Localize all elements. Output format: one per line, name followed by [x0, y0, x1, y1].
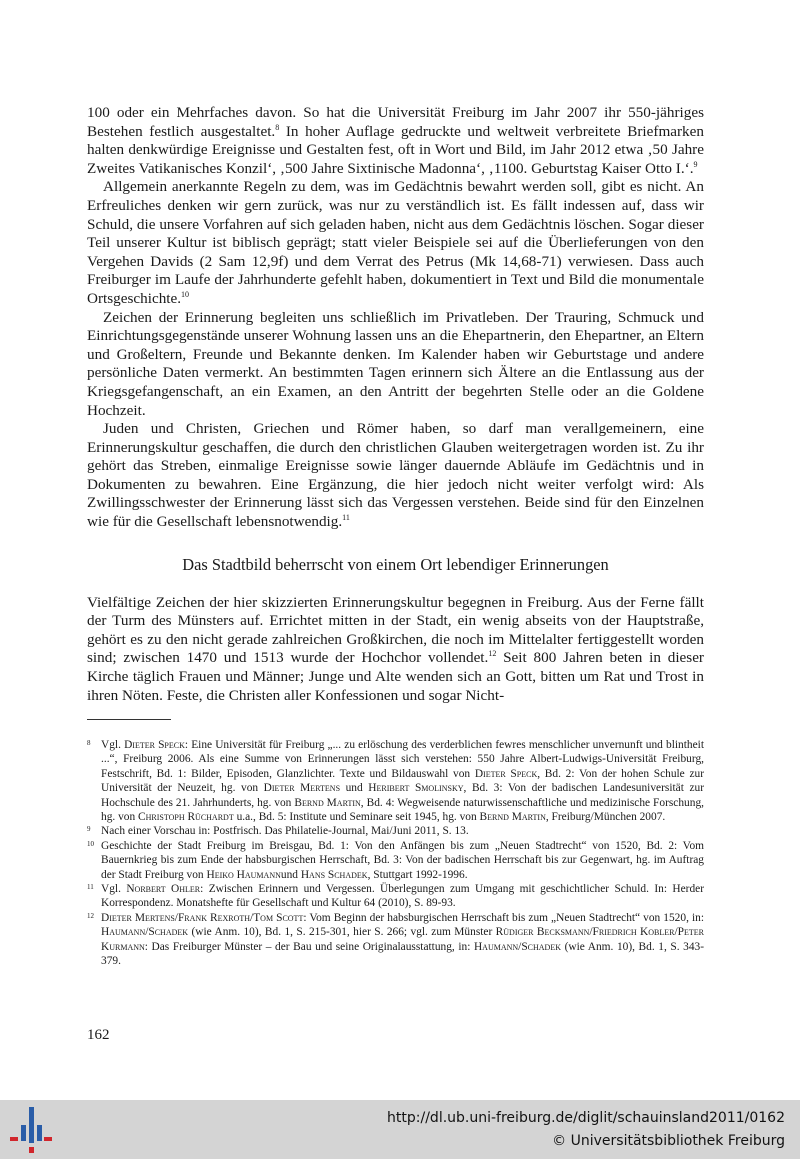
footnote-text: , Bd. 4: Wegweisende naturwissenschaftliche und medizinische Forschung, hg. von: [101, 796, 704, 824]
footnote-ref-9[interactable]: 9: [693, 159, 698, 169]
author-name: Christoph Rüchardt: [138, 811, 234, 824]
author-name: Norbert Ohler: [126, 883, 201, 896]
footnote-text: , Freiburg/München 2007.: [545, 811, 666, 824]
paragraph-3: Zeichen der Erinnerung begleiten uns schließlich im Privatleben. Der Trauring, Schmuck und Einrichtungsgegenstände unserer Wohnung lassen uns an die Ehepartnerin, den Ehepartner, an Eltern und Großeltern, Freunde und Bekannte denken. Im Kalender haben wir Geburtstage und andere persönliche Daten vermerkt. An bestimmten Tagen erinnern sich Ältere an die Entlassung aus der Kriegsgefangenschaft, an ein Examen, an den Antritt der begehrten Stelle oder an die Goldene Hochzeit.: [87, 308, 704, 419]
footnote-text: , Stuttgart 1992-1996.: [367, 868, 468, 881]
footnote-text: Nach einer Vorschau in: Postfrisch. Das Philatelie-Journal, Mai/Juni 2011, S. 13.: [101, 825, 469, 838]
paragraph-2: Allgemein anerkannte Regeln zu dem, was im Gedächtnis bewahrt werden soll, gibt es nicht. An Erfreuliches denken wir gern zurück, was nur zu verständlich ist. Es fällt indessen auf, dass wir Schuld, die unsere Vorfahren auf sich geladen haben, nicht aus dem Gedächtnis löschen. Sogar dieser Teil unserer Kultur ist biblisch geprägt; statt vieler Beispiele sei auf die Überlieferungen von den Vergehen Davids (2 Sam 12,9f) und dem Verrat des Petrus (Mk 14,68-71) verwiesen. Dass auch Freiburger im Laufe der Jahrhunderte gefehlt haben, dokumentiert in Text und Bild die monumentale Ortsgeschichte.$^{10}$: [87, 178, 704, 307]
footnote-11: [87, 882, 704, 911]
author-name: Bernd Martin: [479, 811, 546, 824]
section-paragraph: Vielfältige Zeichen der hier skizzierten Erinnerungskultur begegnen in Freiburg. Aus der Ferne fällt der Turm des Münsters auf. Errichtet mitten in der Stadt, ein wenig abseits von der Hauptstraße, gehört es zu den nicht gerade zahlreichen Großkirchen, die noch im Mittelalter fertiggestellt worden sind; zwischen 1470 und 1513 wurde der Hochchor vollendet.$^{12}$ Seit 800 Jahren beten in dieser Kirche täglich Frauen und Männer; Junge und Alte wenden sich an Gott, bitten um Rat und Trost in ihren Nöten. Feste, die Christen aller Konfessionen und sogar Nicht-: [87, 593, 704, 704]
footnote-text: Vgl.: [101, 883, 127, 896]
footnote-number: 9: [87, 825, 91, 834]
footnote-ref-11[interactable]: 11: [342, 513, 350, 522]
paragraph-4: Juden und Christen, Griechen und Römer haben, so darf man verallgemeinern, eine Erinnerungskultur geschaffen, die durch den christlichen Glauben weitergetragen worden ist. Zu ihr gehört das Streben, einmalige Ereignisse sowie länger dauernde Abläufe im Gedächtnis und in Dokumenten zu bewahren. Eine Ergänzung, die hier jedoch nicht weiter verfolgt wird: Als Zwillingsschwester der Erinnerung lässt sich das Vergessen verstehen. Beide sind für den Einzelnen wie für die Gesellschaft lebensnotwendig.$^{11}$: [87, 420, 704, 531]
author-name: Haumann/Schadek: [101, 926, 189, 939]
author-name: Heribert Smolinsky: [368, 782, 464, 795]
footnote-text: und: [340, 782, 369, 795]
footnote-text: : Vom Beginn der habsburgischen Herrschaft bis zum „Neuen Stadtrecht“ von 1520, in:: [303, 911, 704, 924]
page-number: 162: [87, 1027, 110, 1043]
footnote-ref-10[interactable]: 10: [181, 289, 190, 299]
footnote-ref-12[interactable]: 12: [488, 649, 497, 659]
author-name: Heiko Haumann: [206, 868, 281, 881]
body-text: [87, 104, 704, 705]
footnotes-list: [87, 738, 704, 969]
copyright-notice: © Universitätsbibliothek Freiburg: [552, 1133, 785, 1149]
footnote-text: Geschichte der Stadt Freiburg im Breisgau, Bd. 1: Von den Anfängen bis zum „Neuen Stadtrecht“ von 1520, Bd. 2: Vom Bauernkrieg bis zum Ende der habsburgischen Herrschaft, Bd. 3: Von der badischen Herrschaft bis zur Gegenwart, hg. im Auftrag der Stadt Freiburg von: [101, 839, 704, 881]
footnote-text: , Bd. 3: Von der badischen Landesuniversität zur Hochschule des 21. Jahrhunderts, hg. von: [101, 782, 705, 809]
footnote-number: 8: [87, 739, 91, 747]
footnote-ref-8[interactable]: 8: [275, 122, 280, 132]
author-name: Dieter Mertens: [263, 782, 341, 795]
footnote-text: , Bd. 2: Von der hohen Schule zur Universität der Neuzeit, hg. von: [101, 767, 705, 795]
author-name: Dieter Speck: [474, 767, 538, 780]
author-name: Hans Schadek: [300, 868, 368, 881]
paragraph-1: 100 oder ein Mehrfaches davon. So hat die Universität Freiburg im Jahr 2007 ihr 550-jähriges Bestehen festlich ausgestaltet.$^8$ In hoher Auflage gedruckte und weltweit verbreitete Briefmarken halten denkwürdige Ereignisse und Gestalten fest, oft in Wort und Bild, im Jahr 2012 etwa ‚50 Jahre Zweites Vatikanisches Konzil‘, ‚500 Jahre Sixtinische Madonna‘, ‚1100. Geburtstag Kaiser Otto I.‘.$^9$: [87, 104, 704, 177]
section-heading: Das Stadtbild beherrscht von einem Ort lebendiger Erinnerungen: [182, 554, 609, 574]
footnote-text: : Zwischen Erinnern und Vergessen. Überlegungen zum Umgang mit geschichtlicher Schuld. In: Herder Korrespondenz. Monatshefte für Gesellschaft und Kultur 64 (2010), S. 89-93.: [101, 883, 704, 910]
footnote-text: (wie Anm. 10), Bd. 1, S. 343-379.: [101, 940, 704, 968]
footnote-text: und: [280, 868, 301, 881]
author-name: Haumann/Schadek: [473, 940, 561, 953]
footnote-number: 12: [87, 911, 94, 920]
footnote-9: [87, 824, 704, 838]
author-name: Dieter Mertens/Frank Rexroth/Tom Scott: [101, 911, 304, 924]
footnote-text: u.a., Bd. 5: Institute und Seminare seit 1945, hg. von: [233, 811, 480, 824]
footnote-number: 10: [87, 839, 94, 848]
footnote-12: [87, 911, 704, 969]
footnote-text: Vgl.: [101, 739, 125, 751]
author-name: Rüdiger Becksmann/Friedrich Kobler/Peter Kurmann: [101, 926, 704, 953]
footnote-text: (wie Anm. 10), Bd. 1, S. 215-301, hier S. 266; vgl. zum Münster: [188, 926, 496, 939]
footnote-text: : Das Freiburger Münster – der Bau und seine Originalausstattung, in:: [144, 940, 474, 953]
footnote-number: 11: [87, 883, 94, 892]
footnote-text: : Eine Universität für Freiburg „... zu erlöschung des verderblichen fewres menschlicher unvernunft und blintheit ...“, Freiburg 2006. Als eine Summe von Erinnerungen lässt sich verstehen: 550 Jahre Albert-Ludwigs-Universität Freiburg, Festschrift, Bd. 1: Bilder, Episoden, Glanzlichter. Texte und Bildauswahl von: [101, 739, 704, 780]
author-name: Bernd Martin: [294, 796, 361, 809]
author-name: Dieter Speck: [124, 739, 185, 751]
viewer-footer: [0, 1100, 800, 1159]
ub-freiburg-logo-icon[interactable]: [10, 1107, 52, 1153]
footnote-10: [87, 839, 704, 882]
footnote-8: [87, 738, 704, 824]
footnote-divider: [87, 719, 171, 720]
document-url-link[interactable]: http://dl.ub.uni-freiburg.de/diglit/schauinsland2011/0162: [387, 1110, 785, 1126]
